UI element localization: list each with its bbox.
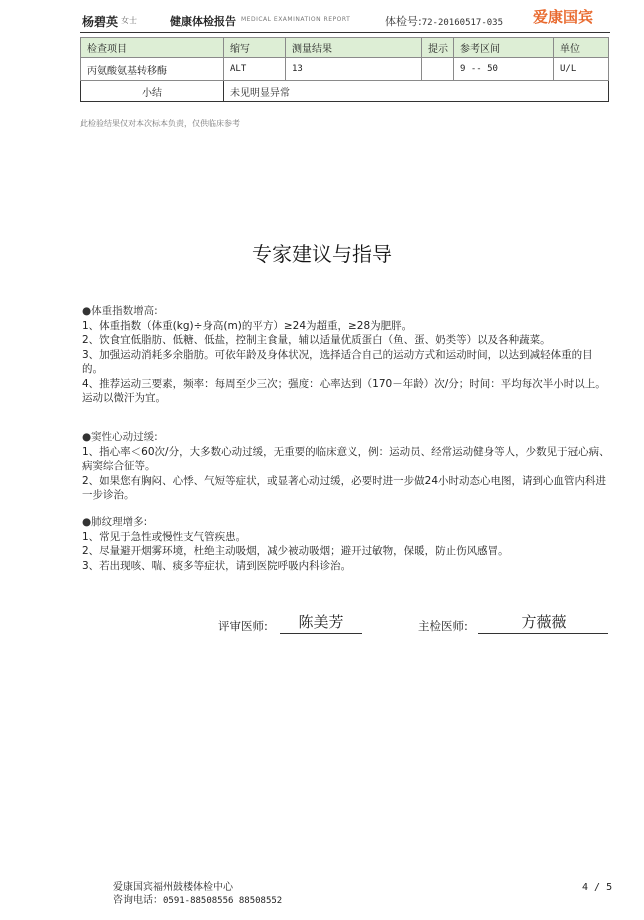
advice-line: 2、如果您有胸闷、心悸、气短等症状，或显著心动过缓，必要时进一步做24小时动态心电图，请到心血管内科进一步诊治。 bbox=[82, 474, 607, 501]
disclaimer-note: 此检验结果仅对本次标本负责，仅供临床参考 bbox=[80, 119, 240, 128]
advice-line: 4、推荐运动三要素，频率：每周至少三次；强度：心率达到（170－年龄）次/分；时间：平均每次半小时以上。运动以微汗为宜。 bbox=[82, 377, 606, 404]
table-row bbox=[81, 58, 609, 81]
advice-line: 1、常见于急性或慢性支气管疾患。 bbox=[82, 530, 247, 543]
patient-name: 杨碧英 bbox=[82, 15, 119, 29]
cell-item: 丙氨酸氨基转移酶 bbox=[81, 58, 224, 81]
advice-line: 2、饮食宜低脂肪、低糖、低盐，控制主食量，辅以适量优质蛋白（鱼、蛋、奶类等）以及各种蔬菜。 bbox=[82, 334, 551, 346]
reviewer-signature-line bbox=[280, 633, 362, 634]
col-header-hint: 提示 bbox=[422, 38, 454, 58]
exam-number-label: 体检号: bbox=[385, 15, 422, 28]
summary-value: 未见明显异常 bbox=[224, 81, 609, 102]
result-table bbox=[80, 37, 609, 102]
report-title: 健康体检报告 bbox=[170, 15, 236, 28]
phone-label: 咨询电话： bbox=[113, 895, 163, 906]
cell-hint bbox=[422, 58, 454, 81]
advice-block-bradycardia bbox=[82, 430, 612, 503]
advice-block-lung-markings bbox=[82, 515, 612, 573]
center-name: 爱康国宾福州鼓楼体检中心 bbox=[113, 882, 233, 893]
summary-label: 小结 bbox=[81, 81, 224, 102]
cell-range: 9 -- 50 bbox=[454, 58, 554, 81]
col-header-result: 测量结果 bbox=[286, 38, 422, 58]
cell-abbr: ALT bbox=[224, 58, 286, 81]
advice-title: ●肺纹理增多: bbox=[82, 516, 148, 528]
reviewer-signature: 陈美芳 bbox=[298, 613, 344, 631]
section-title: 专家建议与指导 bbox=[252, 242, 392, 266]
advice-title: ●窦性心动过缓: bbox=[82, 431, 158, 443]
page-number: 4 / 5 bbox=[582, 882, 613, 893]
col-header-item: 检查项目 bbox=[81, 38, 224, 58]
col-header-unit: 单位 bbox=[554, 38, 609, 58]
advice-line: 1、指心率＜60次/分，大多数心动过缓，无重要的临床意义，例：运动员、经常运动健身等人，少数见于冠心病、病窦综合征等。 bbox=[82, 445, 610, 472]
exam-number bbox=[385, 13, 503, 29]
chief-label: 主检医师: bbox=[418, 619, 468, 633]
advice-title: ●体重指数增高: bbox=[82, 305, 158, 317]
header-divider bbox=[80, 32, 610, 33]
phone-numbers: 0591-88508556 88508552 bbox=[163, 896, 283, 906]
patient-gender: 女士 bbox=[121, 16, 137, 25]
reviewer-label: 评审医师: bbox=[218, 619, 268, 633]
advice-block-bmi bbox=[82, 304, 612, 406]
report-subtitle: MEDICAL EXAMINATION REPORT bbox=[241, 16, 351, 23]
cell-unit: U/L bbox=[554, 58, 609, 81]
col-header-abbr: 缩写 bbox=[224, 38, 286, 58]
chief-signature-line bbox=[478, 633, 608, 634]
advice-line: 1、体重指数（体重(kg)÷身高(m)的平方）≥24为超重，≥28为肥胖。 bbox=[82, 319, 413, 332]
table-header-row bbox=[81, 38, 609, 58]
advice-line: 3、加强运动消耗多余脂肪。可依年龄及身体状况，选择适合自己的运动方式和运动时间，以达到减轻体重的目的。 bbox=[82, 348, 593, 375]
contact-phone bbox=[113, 891, 282, 906]
cell-result: 13 bbox=[286, 58, 422, 81]
col-header-range: 参考区间 bbox=[454, 38, 554, 58]
summary-row bbox=[81, 81, 609, 102]
exam-number-value: 72-20160517-035 bbox=[421, 18, 503, 28]
chief-signature: 方薇薇 bbox=[521, 613, 567, 631]
advice-line: 2、尽量避开烟雾环境，杜绝主动吸烟，减少被动吸烟；避开过敏物，保暖，防止伤风感冒。 bbox=[82, 545, 509, 557]
brand-logo: 爱康国宾 bbox=[533, 8, 594, 26]
advice-line: 3、若出现咳、喘、痰多等症状，请到医院呼吸内科诊治。 bbox=[82, 559, 352, 572]
